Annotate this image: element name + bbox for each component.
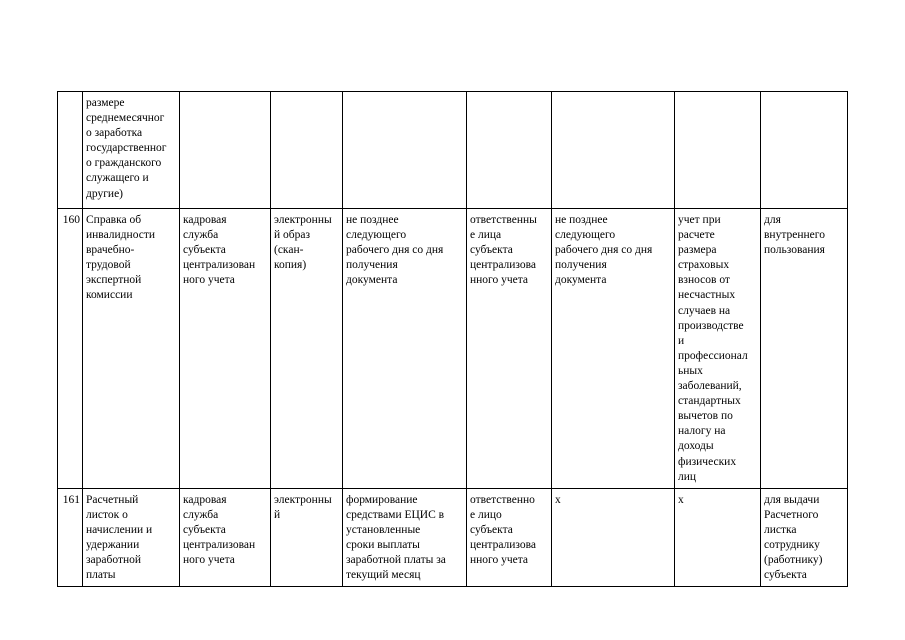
source-cell — [180, 92, 271, 209]
row-number — [58, 92, 83, 209]
usage-cell: для выдачи Расчетного листка сотруднику (работнику) субъекта — [761, 489, 848, 587]
source-cell: кадровая служба субъекта централизован ного учета — [180, 489, 271, 587]
term-cell — [343, 92, 467, 209]
source-cell: кадровая служба субъекта централизован ного учета — [180, 209, 271, 489]
form-cell — [271, 92, 343, 209]
usage-cell: для внутреннего пользования — [761, 209, 848, 489]
document-name-cell: Расчетный листок о начислении и удержании заработной платы — [83, 489, 180, 587]
row-number: 161 — [58, 489, 83, 587]
table-row — [58, 209, 848, 489]
purpose-cell: учет при расчете размера страховых взносов от несчастных случаев на производстве и профессионал ьных заболеваний, стандартных вычетов по налогу на доходы физических лиц — [675, 209, 761, 489]
usage-cell — [761, 92, 848, 209]
table-row — [58, 489, 848, 587]
responsible-cell: ответственно е лицо субъекта централизова нного учета — [467, 489, 552, 587]
responsible-cell — [467, 92, 552, 209]
document-name-cell: Справка об инвалидности врачебно- трудовой экспертной комиссии — [83, 209, 180, 489]
term2-cell: не позднее следующего рабочего дня со дня получения документа — [552, 209, 675, 489]
responsible-cell: ответственны е лица субъекта централизова нного учета — [467, 209, 552, 489]
purpose-cell: х — [675, 489, 761, 587]
purpose-cell — [675, 92, 761, 209]
document-table — [57, 91, 848, 587]
form-cell: электронны й — [271, 489, 343, 587]
term2-cell — [552, 92, 675, 209]
document-name-cell: размере среднемесячног о заработка государственног о гражданского служащего и другие) — [83, 92, 180, 209]
term-cell: формирование средствами ЕЦИС в установленные сроки выплаты заработной платы за текущий месяц — [343, 489, 467, 587]
term-cell: не позднее следующего рабочего дня со дня получения документа — [343, 209, 467, 489]
table-row — [58, 92, 848, 209]
term2-cell: х — [552, 489, 675, 587]
form-cell: электронны й образ (скан- копия) — [271, 209, 343, 489]
row-number: 160 — [58, 209, 83, 489]
